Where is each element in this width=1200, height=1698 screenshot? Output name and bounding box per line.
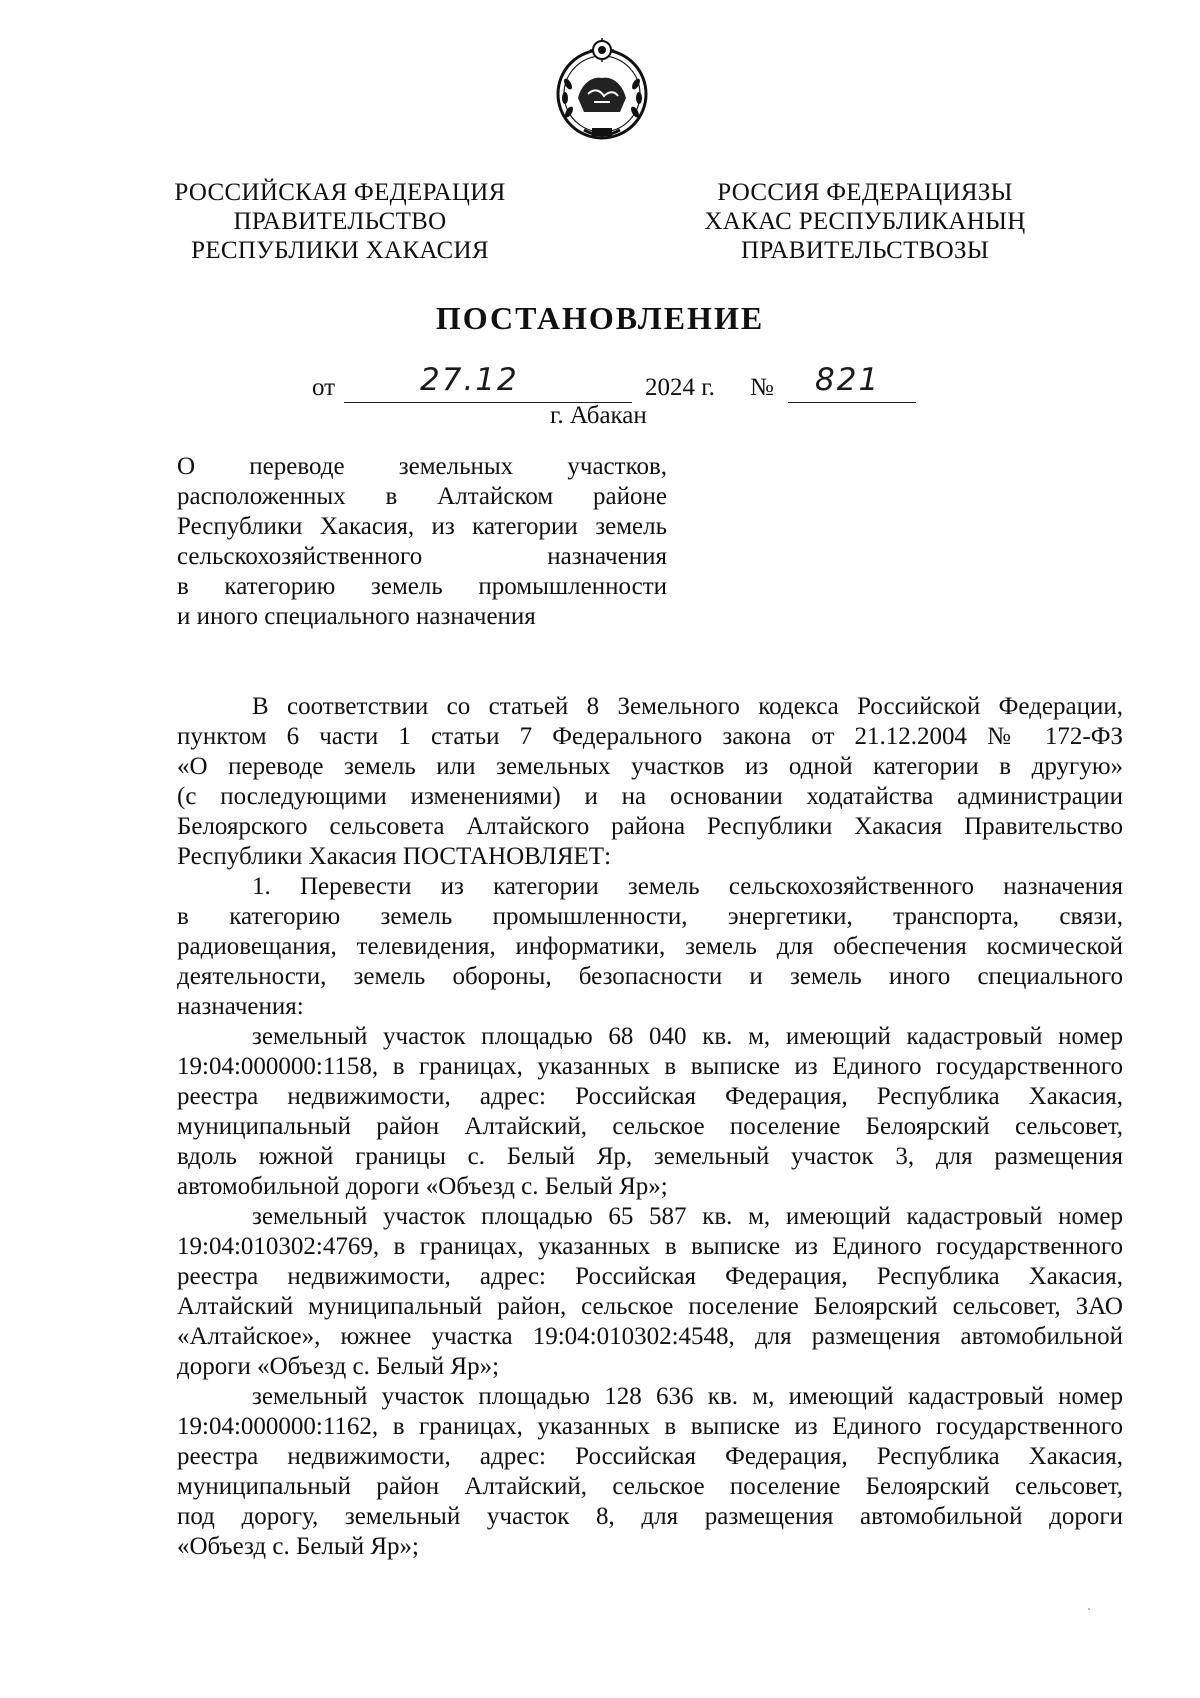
body-line: «Алтайское», южнее участка 19:04:010302:4548, для размещения автомобильной [177, 1323, 1123, 1350]
body-line: Алтайский муниципальный район, сельское поселение Белоярский сельсовет, ЗАО [177, 1293, 1123, 1320]
body-line: 1. Перевести из категории земель сельскохозяйственного назначения [252, 873, 1123, 900]
number-sign: № [750, 374, 774, 401]
header-left-line: ПРАВИТЕЛЬСТВО [233, 208, 447, 235]
body-line: 19:04:000000:1162, в границах, указанных в выписке из Единого государственного [177, 1413, 1123, 1440]
body-line: Белоярского сельсовета Алтайского района Республики Хакасия Правительство [177, 813, 1123, 840]
number-underline [788, 402, 916, 403]
subject-line: расположенных в Алтайском районе [177, 483, 667, 510]
header-left-line: РЕСПУБЛИКИ ХАКАСИЯ [191, 237, 489, 264]
body-line: земельный участок площадью 128 636 кв. м, имеющий кадастровый номер [252, 1383, 1123, 1410]
subject-line: Республики Хакасия, из категории земель [177, 513, 667, 540]
body-line: земельный участок площадью 68 040 кв. м, имеющий кадастровый номер [252, 1023, 1123, 1050]
document-title: ПОСТАНОВЛЕНИЕ [435, 300, 765, 336]
body-line: пунктом 6 части 1 статьи 7 Федерального закона от 21.12.2004 № 172-ФЗ [177, 723, 1123, 750]
body-line: (с последующими изменениями) и на основании ходатайства администрации [177, 783, 1123, 810]
date-prefix: от [312, 374, 336, 401]
subject-block [177, 452, 667, 632]
body-line: В соответствии со статьей 8 Земельного кодекса Российской Федерации, [252, 693, 1123, 720]
body-line: «Объезд с. Белый Яр»; [177, 1533, 419, 1560]
body-line: 19:04:010302:4769, в границах, указанных в выписке из Единого государственного [177, 1233, 1123, 1260]
coat-of-arms-emblem [548, 36, 656, 144]
header-left [170, 178, 510, 265]
body-line: деятельности, земель обороны, безопасности и земель иного специального [177, 963, 1123, 990]
document-body [177, 692, 1123, 1562]
body-line: дороги «Объезд с. Белый Яр»; [177, 1353, 500, 1380]
header-right-line: РОССИЯ ФЕДЕРАЦИЯЗЫ [717, 179, 1013, 206]
body-line: 19:04:000000:1158, в границах, указанных в выписке из Единого государственного [177, 1053, 1123, 1080]
body-line: под дорогу, земельный участок 8, для размещения автомобильной дороги [177, 1503, 1123, 1530]
subject-line: сельскохозяйственного назначения [177, 543, 667, 570]
header-right-line: ПРАВИТЕЛЬСТВОЗЫ [741, 237, 989, 264]
body-line: назначения: [177, 993, 304, 1020]
subject-line: и иного специального назначения [177, 603, 536, 630]
body-line: радиовещания, телевидения, информатики, земель для обеспечения космической [177, 933, 1123, 960]
handwritten-number: 821 [815, 362, 881, 398]
header-right-line: ХАКАС РЕСПУБЛИКАНЫҢ [704, 208, 1026, 235]
subject-line: в категорию земель промышленности [177, 573, 667, 600]
body-line: муниципальный район Алтайский, сельское поселение Белоярский сельсовет, [177, 1473, 1123, 1500]
body-line: реестра недвижимости, адрес: Российская Федерация, Республика Хакасия, [177, 1083, 1123, 1110]
body-line: реестра недвижимости, адрес: Российская Федерация, Республика Хакасия, [177, 1443, 1123, 1470]
header-right [695, 178, 1035, 265]
date-year: 2024 г. [645, 374, 715, 401]
subject-line: О переводе земельных участков, [177, 453, 667, 480]
handwritten-date: 27.12 [420, 362, 519, 398]
body-line: муниципальный район Алтайский, сельское поселение Белоярский сельсовет, [177, 1113, 1123, 1140]
city-name: г. Абакан [550, 402, 647, 429]
body-line: реестра недвижимости, адрес: Российская Федерация, Республика Хакасия, [177, 1263, 1123, 1290]
header-left-line: РОССИЙСКАЯ ФЕДЕРАЦИЯ [174, 179, 506, 206]
body-line: «О переводе земель или земельных участков из одной категории в другую» [177, 753, 1123, 780]
body-line: вдоль южной границы с. Белый Яр, земельный участок 3, для размещения [177, 1143, 1123, 1170]
body-line: автомобильной дороги «Объезд с. Белый Яр»; [177, 1173, 668, 1200]
body-line: в категорию земель промышленности, энергетики, транспорта, связи, [177, 903, 1123, 930]
body-line: земельный участок площадью 65 587 кв. м, имеющий кадастровый номер [252, 1203, 1123, 1230]
body-line: Республики Хакасия ПОСТАНОВЛЯЕТ: [177, 843, 612, 870]
scan-speck [1088, 1608, 1090, 1610]
